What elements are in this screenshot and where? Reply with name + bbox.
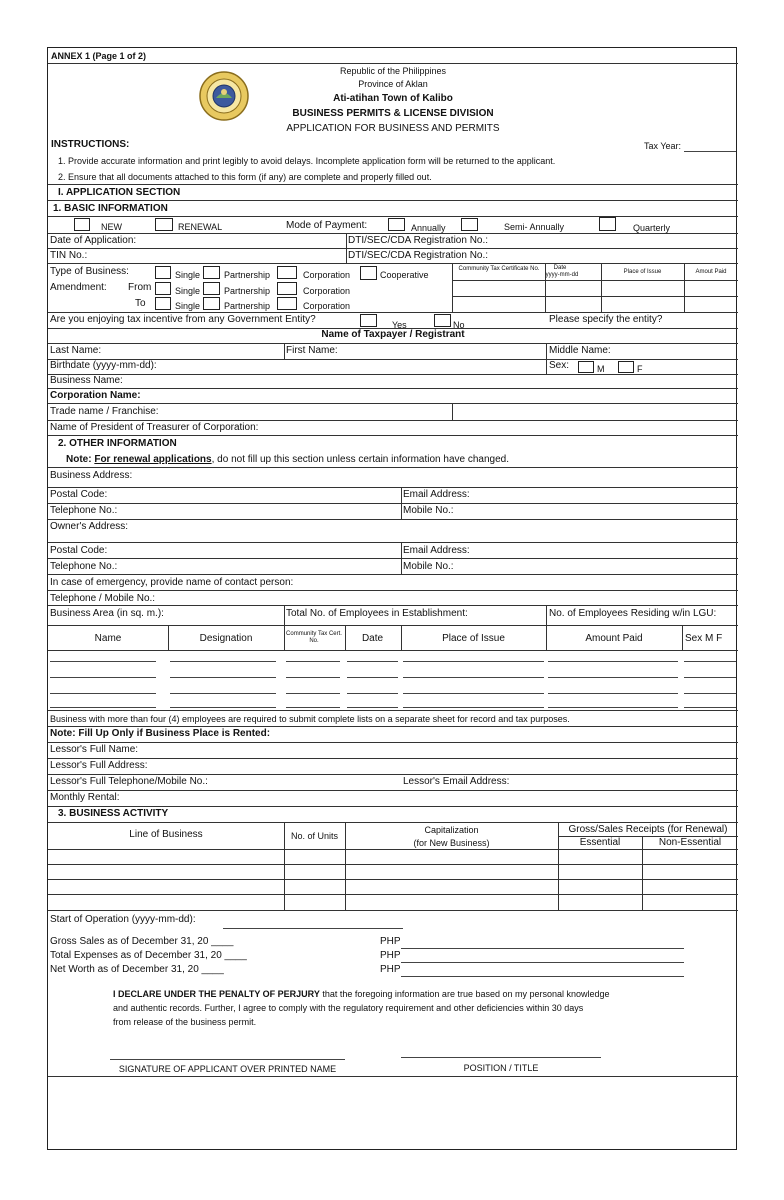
php-label-1: PHP xyxy=(380,936,401,947)
employee-field-line[interactable] xyxy=(403,677,544,678)
activity-col-line xyxy=(558,822,559,910)
position-line[interactable] xyxy=(401,1057,601,1058)
lessor-address-label: Lessor's Full Address: xyxy=(50,760,148,771)
header-province: Province of Aklan xyxy=(358,79,428,89)
section-1-title: I. APPLICATION SECTION xyxy=(58,187,181,198)
signature-caption: SIGNATURE OF APPLICANT OVER PRINTED NAME xyxy=(118,1064,337,1074)
postal-code-label-2: Postal Code: xyxy=(50,545,108,556)
dti-registration-label-2: DTI/SEC/CDA Registration No.: xyxy=(348,250,489,261)
employee-field-line[interactable] xyxy=(403,661,544,662)
type-corporation-label: Corporation xyxy=(303,270,351,280)
header-town: Ati-atihan Town of Kalibo xyxy=(333,93,453,104)
employee-field-line[interactable] xyxy=(50,707,156,708)
business-area-label: Business Area (in sq. m.): xyxy=(50,608,164,619)
employee-field-line[interactable] xyxy=(286,693,340,694)
employee-field-line[interactable] xyxy=(50,661,156,662)
mobile-label-2: Mobile No.: xyxy=(403,561,454,572)
taxpayer-heading: Name of Taxpayer / Registrant xyxy=(321,329,465,340)
instructions-heading: INSTRUCTIONS: xyxy=(51,139,130,150)
net-worth-label: Net Worth as of December 31, 20 ____ xyxy=(50,964,224,975)
application-form xyxy=(47,47,737,1150)
ctc-header: Community Tax Certificate No. xyxy=(458,266,540,272)
employee-field-line[interactable] xyxy=(548,661,678,662)
employee-field-line[interactable] xyxy=(170,661,276,662)
employee-field-line[interactable] xyxy=(684,693,736,694)
instruction-2: 2. Ensure that all documents attached to this form (if any) are complete and properly filled out. xyxy=(58,172,432,182)
from-partnership-label: Partnership xyxy=(224,286,271,296)
activity-row-line xyxy=(48,910,738,911)
other-info-title: 2. OTHER INFORMATION xyxy=(58,438,177,449)
sex-f-checkbox[interactable] xyxy=(618,361,634,373)
from-corporation-checkbox[interactable] xyxy=(277,282,297,295)
incentive-yes-checkbox[interactable] xyxy=(360,314,377,327)
monthly-rental-label: Monthly Rental: xyxy=(50,792,120,803)
declaration-line-2: and authentic records. Further, I agree to comply with the regulatory requirement and other deficiencies within 30 days xyxy=(113,1003,584,1013)
semi-annually-label: Semi- Annually xyxy=(504,222,565,232)
employee-field-line[interactable] xyxy=(548,707,678,708)
annually-checkbox[interactable] xyxy=(388,218,405,231)
declaration-line-3: from release of the business permit. xyxy=(113,1017,257,1027)
employee-field-line[interactable] xyxy=(347,661,398,662)
position-caption: POSITION / TITLE xyxy=(463,1063,539,1073)
dti-registration-label-1: DTI/SEC/CDA Registration No.: xyxy=(348,235,489,246)
tax-year-field[interactable] xyxy=(684,151,736,152)
seal-icon xyxy=(196,70,252,122)
emp-col-name: Name xyxy=(94,633,122,644)
total-employees-label: Total No. of Employees in Establishment: xyxy=(286,608,468,619)
from-partnership-checkbox[interactable] xyxy=(203,282,220,295)
type-single-checkbox[interactable] xyxy=(155,266,171,279)
semi-annually-checkbox[interactable] xyxy=(461,218,478,231)
employee-field-line[interactable] xyxy=(170,677,276,678)
ctc-place-header: Place of Issue xyxy=(623,269,662,275)
activity-row-line xyxy=(48,864,738,865)
rented-note: Note: Fill Up Only if Business Place is Rented: xyxy=(50,728,271,739)
to-partnership-checkbox[interactable] xyxy=(203,297,220,310)
incentive-no-checkbox[interactable] xyxy=(434,314,451,327)
gross-sales-label: Gross Sales as of December 31, 20 ____ xyxy=(50,936,234,947)
quarterly-label: Quarterly xyxy=(633,223,671,233)
total-expenses-label: Total Expenses as of December 31, 20 ____ xyxy=(50,950,247,961)
employee-field-line[interactable] xyxy=(548,677,678,678)
activity-col-line xyxy=(345,822,346,910)
gross-sales-field[interactable] xyxy=(401,948,684,949)
declaration-line-1: I DECLARE UNDER THE PENALTY OF PERJURY that the foregoing information are true based on my personal knowledge xyxy=(113,989,610,999)
employee-field-line[interactable] xyxy=(684,677,736,678)
from-single-label: Single xyxy=(175,286,201,296)
php-label-2: PHP xyxy=(380,950,401,961)
lessor-telephone-label: Lessor's Full Telephone/Mobile No.: xyxy=(50,776,208,787)
emp-col-amount: Amount Paid xyxy=(585,633,643,644)
emp-col-date: Date xyxy=(361,633,384,644)
to-corporation-checkbox[interactable] xyxy=(277,297,297,310)
telephone-mobile-label: Telephone / Mobile No.: xyxy=(50,593,156,604)
emp-col-ctc: Community Tax Cert. No. xyxy=(286,631,342,644)
activity-col-cap: Capitalization xyxy=(424,825,479,835)
employees-note: Business with more than four (4) employees are required to submit complete lists on a separate sheet for record and tax purposes. xyxy=(50,714,570,724)
amendment-label: Amendment: xyxy=(50,282,107,293)
emergency-contact-label: In case of emergency, provide name of contact person: xyxy=(50,577,294,588)
employee-field-line[interactable] xyxy=(347,693,398,694)
to-corporation-label: Corporation xyxy=(303,301,351,311)
employee-field-line[interactable] xyxy=(286,661,340,662)
quarterly-checkbox[interactable] xyxy=(599,217,616,231)
employee-field-line[interactable] xyxy=(684,707,736,708)
tax-incentive-question: Are you enjoying tax incentive from any Government Entity? xyxy=(50,314,316,325)
to-partnership-label: Partnership xyxy=(224,301,271,311)
renewal-label: RENEWAL xyxy=(178,222,223,232)
type-cooperative-label: Cooperative xyxy=(380,270,429,280)
activity-col-line: Line of Business xyxy=(129,829,203,840)
lessor-email-label: Lessor's Email Address: xyxy=(403,776,510,787)
employee-field-line[interactable] xyxy=(403,693,544,694)
sex-m-label: M xyxy=(597,364,605,374)
from-single-checkbox[interactable] xyxy=(155,282,171,295)
instruction-1: 1. Provide accurate information and print legibly to avoid delays. Incomplete application form will be returned to the applicant. xyxy=(58,156,556,166)
employee-field-line[interactable] xyxy=(50,677,156,678)
total-expenses-field[interactable] xyxy=(401,962,684,963)
incentive-yes-label: Yes xyxy=(392,320,407,330)
telephone-label-2: Telephone No.: xyxy=(50,561,118,572)
business-address-label: Business Address: xyxy=(50,470,133,481)
new-label: NEW xyxy=(101,222,122,232)
specify-entity-label: Please specify the entity? xyxy=(549,314,663,325)
renewal-note: Note: For renewal applications, do not fill up this section unless certain information have changed. xyxy=(66,454,510,465)
renewal-checkbox[interactable] xyxy=(155,218,173,231)
employee-field-line[interactable] xyxy=(286,707,340,708)
telephone-label-1: Telephone No.: xyxy=(50,505,118,516)
amendment-to-label: To xyxy=(135,298,146,309)
form-title: APPLICATION FOR BUSINESS AND PERMITS xyxy=(286,123,500,134)
activity-col-cap-sub: (for New Business) xyxy=(413,838,490,848)
annex-label: ANNEX 1 (Page 1 of 2) xyxy=(51,51,147,61)
sex-m-checkbox[interactable] xyxy=(578,361,594,373)
start-operation-label: Start of Operation (yyyy-mm-dd): xyxy=(50,914,196,925)
activity-col-nonessential: Non-Essential xyxy=(658,837,722,848)
owner-address-label: Owner's Address: xyxy=(50,521,129,532)
business-activity-title: 3. BUSINESS ACTIVITY xyxy=(58,808,169,819)
employee-field-line[interactable] xyxy=(347,707,398,708)
tax-year-label: Tax Year: xyxy=(644,141,682,151)
president-label: Name of President of Treasurer of Corporation: xyxy=(50,422,259,433)
emp-col-designation: Designation xyxy=(199,633,253,644)
emp-col-sex: Sex M F xyxy=(685,633,723,644)
type-cooperative-checkbox[interactable] xyxy=(360,266,377,280)
email-label-1: Email Address: xyxy=(403,489,470,500)
mobile-label-1: Mobile No.: xyxy=(403,505,454,516)
mode-of-payment-label: Mode of Payment: xyxy=(286,220,368,231)
sex-f-label: F xyxy=(637,364,643,374)
amendment-from-label: From xyxy=(128,282,152,293)
type-partnership-checkbox[interactable] xyxy=(203,266,220,279)
emp-col-place: Place of Issue xyxy=(442,633,505,644)
activity-col-line xyxy=(642,836,643,910)
employee-field-line[interactable] xyxy=(548,693,678,694)
header-republic: Republic of the Philippines xyxy=(339,66,447,76)
last-name-label: Last Name: xyxy=(50,345,102,356)
activity-col-essential: Essential xyxy=(579,837,621,848)
to-single-checkbox[interactable] xyxy=(155,297,171,310)
type-of-business-label: Type of Business: xyxy=(50,266,129,277)
employees-lgu-label: No. of Employees Residing w/in LGU: xyxy=(549,608,717,619)
employee-field-line[interactable] xyxy=(347,677,398,678)
corporation-name-label: Corporation Name: xyxy=(50,390,141,401)
activity-col-gross: Gross/Sales Receipts (for Renewal) xyxy=(568,824,728,835)
ctc-amount-header: Amout Paid xyxy=(695,269,727,275)
first-name-label: First Name: xyxy=(286,345,338,356)
employee-field-line[interactable] xyxy=(50,693,156,694)
net-worth-field[interactable] xyxy=(401,976,684,977)
type-corporation-checkbox[interactable] xyxy=(277,266,297,279)
employee-field-line[interactable] xyxy=(170,707,276,708)
header-division: BUSINESS PERMITS & LICENSE DIVISION xyxy=(292,108,494,119)
postal-code-label-1: Postal Code: xyxy=(50,489,108,500)
email-label-2: Email Address: xyxy=(403,545,470,556)
ctc-date-format: yyyy-mm-dd xyxy=(545,272,579,278)
incentive-no-label: No xyxy=(453,320,465,330)
lessor-name-label: Lessor's Full Name: xyxy=(50,744,139,755)
ctc-date-header: Date xyxy=(553,265,567,271)
activity-row-line xyxy=(48,879,738,880)
tin-label: TIN No.: xyxy=(50,250,88,261)
activity-row-line xyxy=(48,849,738,850)
business-name-label: Business Name: xyxy=(50,375,123,386)
employee-field-line[interactable] xyxy=(684,661,736,662)
employee-field-line[interactable] xyxy=(286,677,340,678)
employee-field-line[interactable] xyxy=(403,707,544,708)
from-corporation-label: Corporation xyxy=(303,286,351,296)
trade-name-label: Trade name / Franchise: xyxy=(50,406,159,417)
to-single-label: Single xyxy=(175,301,201,311)
activity-col-units: No. of Units xyxy=(290,831,339,841)
activity-row-line xyxy=(48,894,738,895)
type-single-label: Single xyxy=(175,270,201,280)
php-label-3: PHP xyxy=(380,964,401,975)
sex-label: Sex: xyxy=(549,360,570,371)
type-partnership-label: Partnership xyxy=(224,270,271,280)
new-checkbox[interactable] xyxy=(74,218,90,231)
employee-field-line[interactable] xyxy=(170,693,276,694)
start-operation-field[interactable] xyxy=(223,928,403,929)
basic-info-title: 1. BASIC INFORMATION xyxy=(53,203,168,214)
middle-name-label: Middle Name: xyxy=(549,345,611,356)
signature-line[interactable] xyxy=(110,1059,345,1060)
annually-label: Annually xyxy=(411,223,446,233)
date-of-application-label: Date of Application: xyxy=(50,235,137,246)
birthdate-label: Birthdate (yyyy-mm-dd): xyxy=(50,360,157,371)
activity-col-line xyxy=(284,822,285,910)
